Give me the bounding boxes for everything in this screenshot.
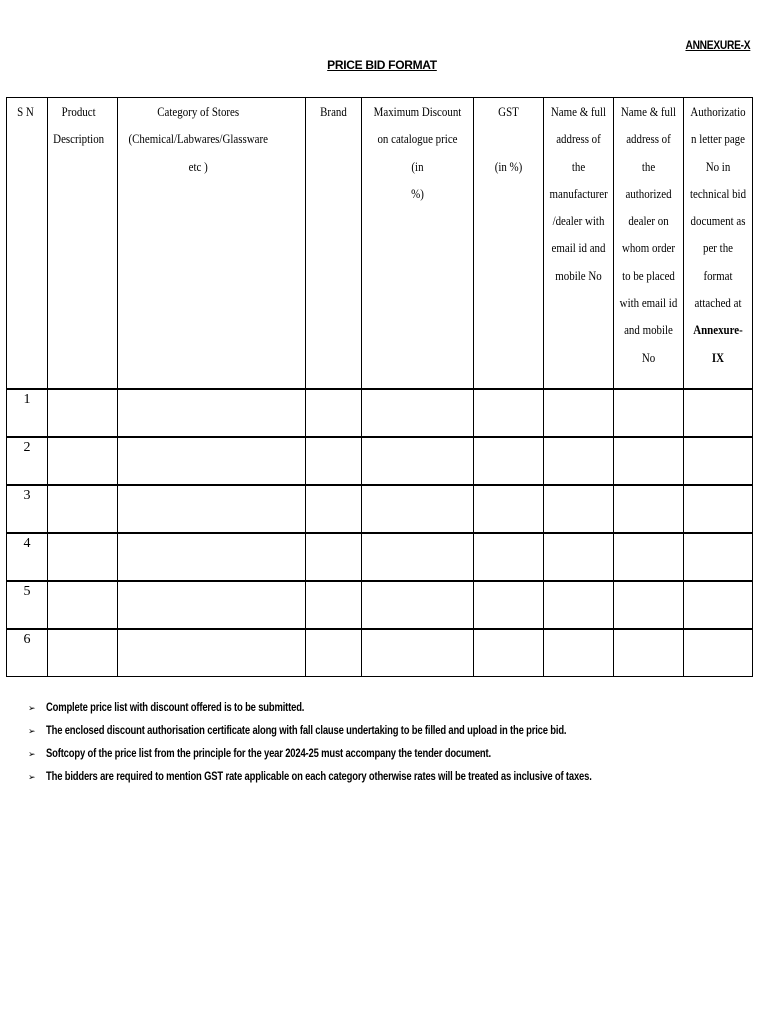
table-row	[7, 533, 753, 581]
table-cell-empty	[544, 533, 614, 581]
table-cell-empty	[362, 533, 474, 581]
note-item	[28, 771, 711, 794]
arrow-bullet-icon: ➢	[28, 703, 36, 713]
table-cell-empty	[362, 629, 474, 677]
table-header-row	[7, 98, 753, 390]
note-text: The enclosed discount authorisation certificate along with fall clause undertaking to be filled and upload in the price bid.	[46, 725, 567, 737]
table-cell-empty	[306, 485, 362, 533]
col-header-manufacturer: Name & full address of the manufacturer /dealer with email id and mobile No	[544, 98, 614, 390]
table-cell-empty	[544, 629, 614, 677]
col-header-product-description: Product Description	[48, 98, 118, 390]
table-cell-empty	[48, 485, 118, 533]
table-cell-empty	[118, 389, 306, 437]
arrow-bullet-icon: ➢	[28, 772, 36, 782]
col-header-authorized-dealer: Name & full address of the authorized dealer on whom order to be placed with email id and mobile No	[614, 98, 684, 390]
table-cell-empty	[614, 629, 684, 677]
table-cell-empty	[474, 389, 544, 437]
notes-list	[28, 702, 711, 794]
note-item	[28, 725, 711, 748]
table-cell-empty	[48, 629, 118, 677]
table-cell-empty	[684, 533, 753, 581]
col-header-brand: Brand	[306, 98, 362, 390]
table-cell-empty	[614, 389, 684, 437]
table-row	[7, 389, 753, 437]
table-cell-empty	[306, 533, 362, 581]
table-cell-empty	[684, 629, 753, 677]
table-cell-empty	[544, 485, 614, 533]
col-header-authorization-letter: Authorizatio n letter page No in technical bid document as per the format attached at Annexure- IX	[684, 98, 753, 390]
table-row	[7, 485, 753, 533]
col-header-category: Category of Stores (Chemical/Labwares/Glassware etc )	[118, 98, 306, 390]
table-cell-empty	[118, 629, 306, 677]
note-text: Complete price list with discount offered is to be submitted.	[46, 702, 305, 714]
table-cell-empty	[474, 485, 544, 533]
col-header-gst: GST (in %)	[474, 98, 544, 390]
table-cell-empty	[362, 485, 474, 533]
table-cell-empty	[544, 437, 614, 485]
row-serial-number: 2	[7, 437, 48, 485]
table-cell-empty	[684, 485, 753, 533]
table-cell-empty	[544, 389, 614, 437]
annexure-ix-ref: Annexure- IX	[693, 322, 743, 365]
table-cell-empty	[684, 437, 753, 485]
annexure-label: ANNEXURE-X	[685, 38, 750, 52]
note-text: The bidders are required to mention GST rate applicable on each category otherwise rates will be treated as inclusive of taxes.	[46, 771, 592, 783]
table-cell-empty	[474, 629, 544, 677]
table-cell-empty	[474, 581, 544, 629]
col-header-max-discount: Maximum Discount on catalogue price (in %)	[362, 98, 474, 390]
table-cell-empty	[474, 437, 544, 485]
price-bid-table	[6, 97, 753, 677]
arrow-bullet-icon: ➢	[28, 726, 36, 736]
table-cell-empty	[48, 389, 118, 437]
table-cell-empty	[48, 437, 118, 485]
col-header-sn: S N	[7, 98, 48, 390]
page-title: PRICE BID FORMAT	[327, 58, 437, 72]
table-row	[7, 437, 753, 485]
table-cell-empty	[118, 485, 306, 533]
table-cell-empty	[362, 581, 474, 629]
table-cell-empty	[684, 389, 753, 437]
table-cell-empty	[48, 533, 118, 581]
table-cell-empty	[614, 485, 684, 533]
table-cell-empty	[306, 389, 362, 437]
table-cell-empty	[362, 389, 474, 437]
row-serial-number: 1	[7, 389, 48, 437]
note-text: Softcopy of the price list from the principle for the year 2024-25 must accompany the tender document.	[46, 748, 491, 760]
table-cell-empty	[306, 581, 362, 629]
table-row	[7, 629, 753, 677]
table-cell-empty	[614, 533, 684, 581]
row-serial-number: 6	[7, 629, 48, 677]
note-item	[28, 748, 711, 771]
note-item	[28, 702, 711, 725]
table-cell-empty	[614, 437, 684, 485]
table-cell-empty	[118, 437, 306, 485]
arrow-bullet-icon: ➢	[28, 749, 36, 759]
table-cell-empty	[684, 581, 753, 629]
table-cell-empty	[48, 581, 118, 629]
row-serial-number: 3	[7, 485, 48, 533]
table-cell-empty	[544, 581, 614, 629]
table-cell-empty	[362, 437, 474, 485]
table-cell-empty	[614, 581, 684, 629]
table-cell-empty	[118, 581, 306, 629]
table-cell-empty	[474, 533, 544, 581]
row-serial-number: 4	[7, 533, 48, 581]
table-cell-empty	[306, 629, 362, 677]
table-row	[7, 581, 753, 629]
table-cell-empty	[306, 437, 362, 485]
row-serial-number: 5	[7, 581, 48, 629]
table-cell-empty	[118, 533, 306, 581]
